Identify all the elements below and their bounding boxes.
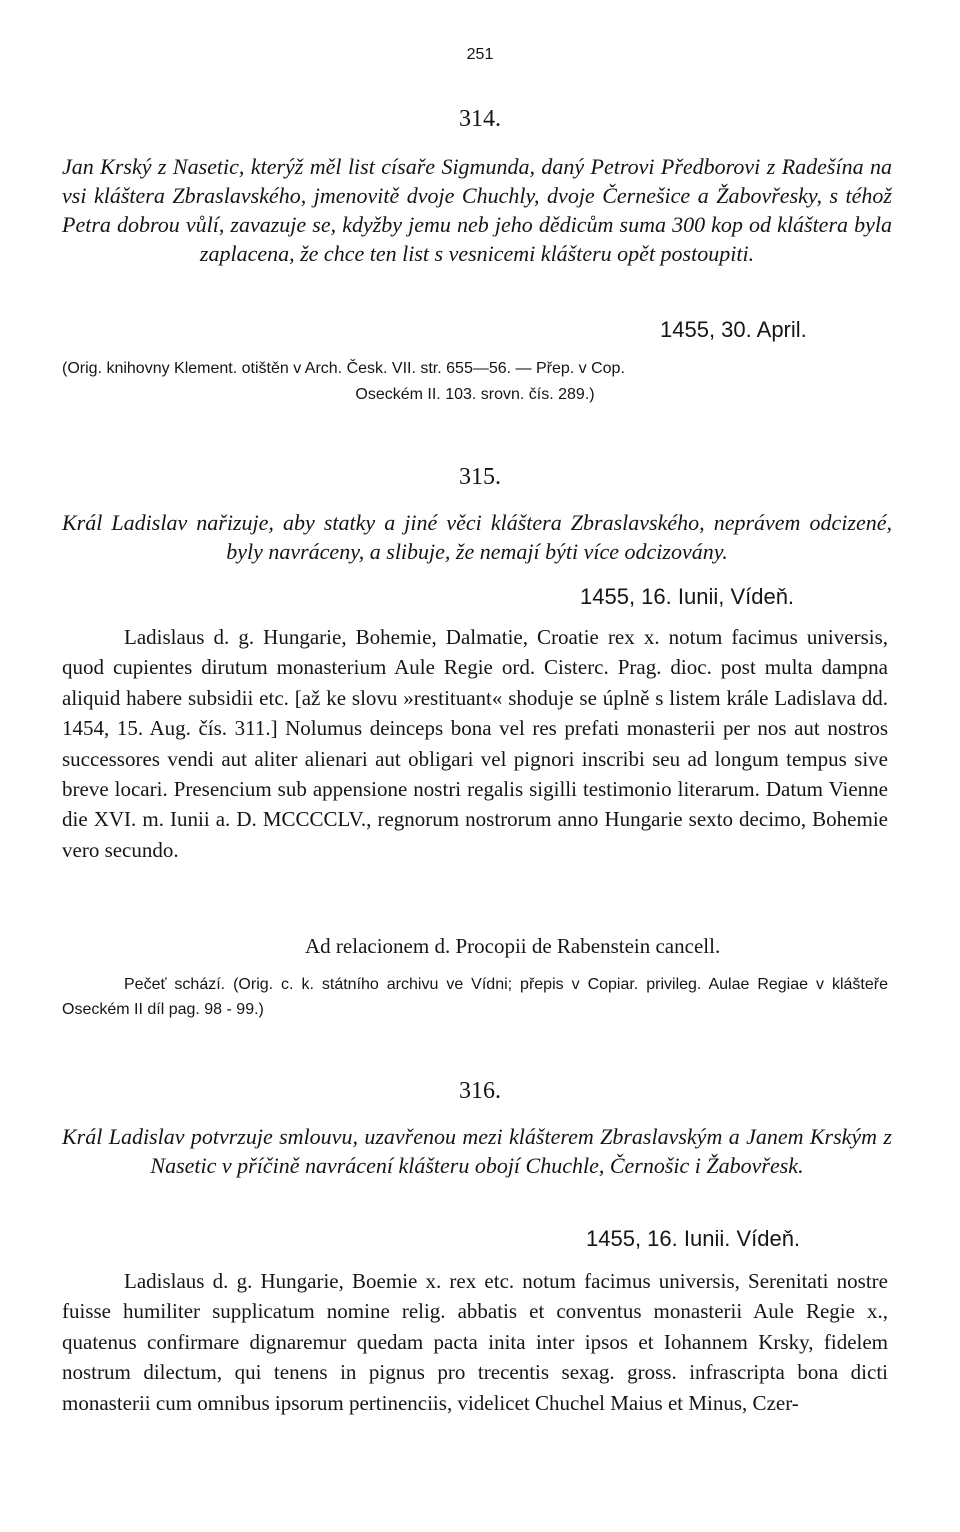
- doc-315-body-text: Ladislaus d. g. Hungarie, Bohemie, Dalmatie, Croatie rex x. notum facimus universis, quod cupientes dirutum monasterium Aule Regie ord. Cisterc. Prag. dioc. post multa dampna aliquid habere subsidii etc. [až ke slovu »restituant« shoduje se úplně s listem krále Ladislava dd. 1454, 15. Aug. čís. 311.] Nolumus deinceps bona vel res prefati monasterii per nos aut nostros successores vendi aut aliter alienari aut obligari vel pignori inscribi seu ad longum tempus sive breve locari. Presencium sub appensione nostri regalis sigilli testimonio literarum. Datum Vienne die XVI. m. Iunii a. D. MCCCCLV., regnorum nostrorum anno Hungarie sexto decimo, Bohemie vero secundo.: [62, 625, 888, 862]
- doc-316-body: [62, 1266, 888, 1418]
- doc-316-summary: Král Ladislav potvrzuje smlouvu, uzavřenou mezi klášterem Zbraslavským a Janem Krským z Nasetic v příčině navrácení klášteru obojí Chuchle, Černošic i Žabovřesk.: [62, 1124, 892, 1178]
- doc-314-date: 1455, 30. April.: [660, 317, 807, 342]
- doc-314-summary: Jan Krský z Nasetic, kterýž měl list císaře Sigmunda, daný Petrovi Předborovi z Radešína na vsi kláštera Zbraslavského, jmenovitě dvoje Chuchly, dvoje Černešice a Žabovřesky, s téhož Petra dobrou vůlí, zavazuje se, kdyžby jemu neb jeho dědicům suma 300 kop od kláštera byla zaplacena, že chce ten list s vesnicemi klášteru opět postoupiti.: [62, 154, 892, 266]
- doc-315-date: 1455, 16. Iunii, Vídeň.: [580, 584, 795, 609]
- doc-315-ad-relacionem: Ad relacionem d. Procopii de Rabenstein cancell.: [305, 934, 721, 958]
- doc-315-body: [62, 622, 888, 865]
- doc-316-body-text: Ladislaus d. g. Hungarie, Boemie x. rex etc. notum facimus universis, Serenitati nostre fuisse humiliter supplicatum nomine relig. abbatis et conventus monasterii Aule Regie x., quatenus confirmare dignaremur quedam pacta inita inter ipsos et Iohannem Krsky, fidelem nostrum dilectum, qui tenens in pignus pro trecentis sexag. gross. infrascripta bona dicti monasterii cum omnibus ipsorum pertinenciis, videlicet Chuchel Maius et Minus, Czer-: [62, 1269, 888, 1415]
- doc-314-note-line-2: Oseckém II. 103. srovn. čís. 289.): [355, 386, 595, 403]
- doc-314-number: 314.: [459, 106, 501, 132]
- doc-314-note-line-1: (Orig. knihovny Klement. otištěn v Arch. Česk. VII. str. 655—56. — Přep. v Cop.: [62, 360, 625, 377]
- doc-315-note: Pečeť schází. (Orig. c. k. státního archivu ve Vídni; přepis v Copiar. privileg. Aulae Regiae v klášteře Oseckém II díl pag. 98 - 99.): [62, 976, 888, 1018]
- page-number: 251: [466, 46, 494, 63]
- doc-316-date: 1455, 16. Iunii. Vídeň.: [586, 1226, 801, 1251]
- doc-315-number: 315.: [459, 464, 501, 490]
- doc-315-summary: Král Ladislav nařizuje, aby statky a jiné věci kláštera Zbraslavského, neprávem odcizené, byly navráceny, a slibuje, že nemají býti více odcizovány.: [62, 510, 892, 564]
- doc-316-number: 316.: [459, 1078, 501, 1104]
